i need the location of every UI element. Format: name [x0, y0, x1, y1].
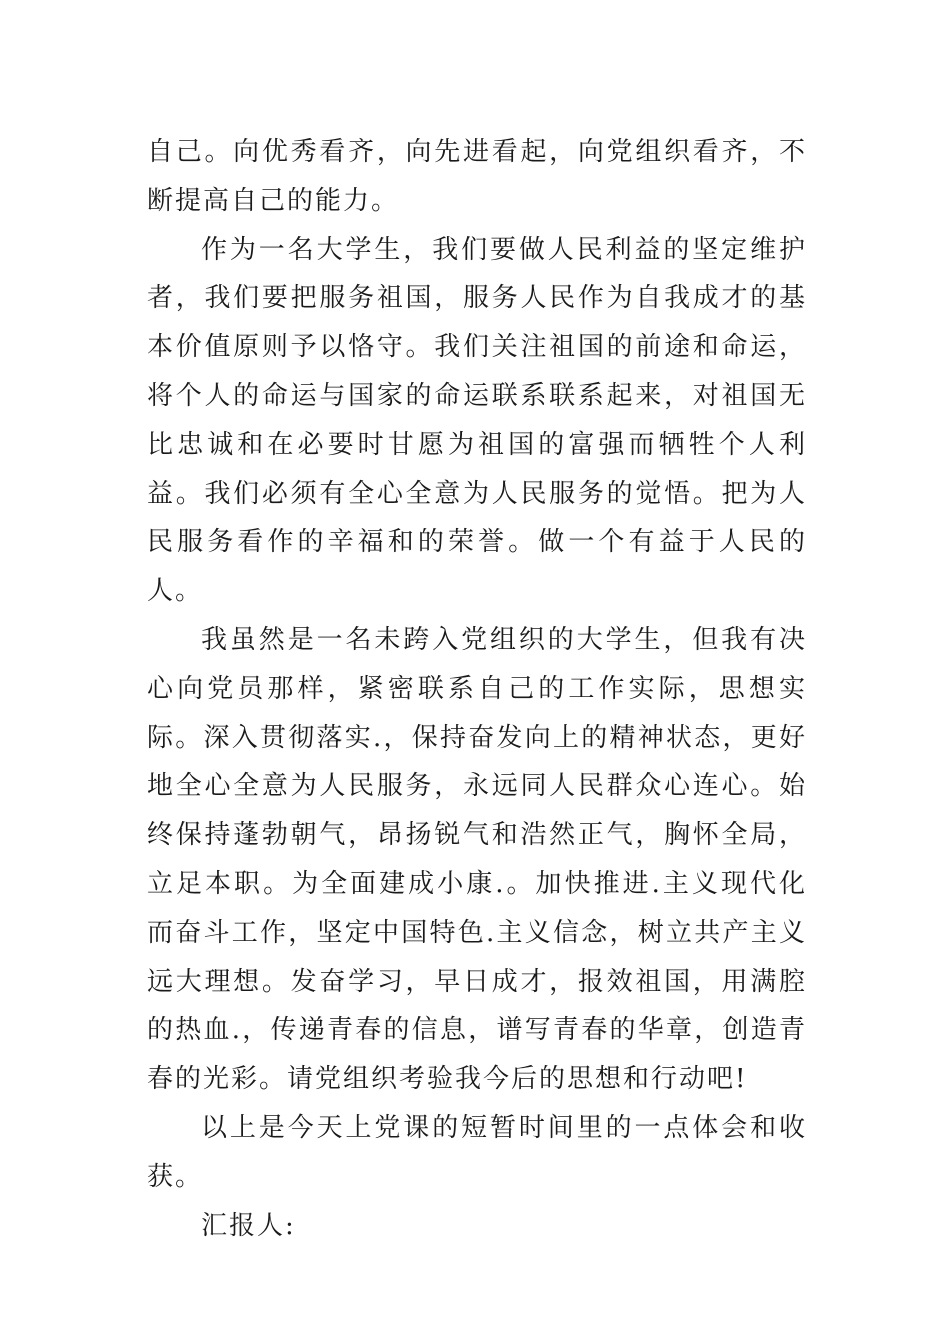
document-body — [147, 128, 807, 1250]
paragraph-3: 我虽然是一名未跨入党组织的大学生，但我有决心向党员那样，紧密联系自己的工作实际，思想实际。深入贯彻落实.，保持奋发向上的精神状态，更好地全心全意为人民服务，永远同人民群众心连心。始终保持蓬勃朝气，昂扬锐气和浩然正气，胸怀全局，立足本职。为全面建成小康.。加快推进.主义现代化而奋斗工作，坚定中国特色.主义信念，树立共产主义远大理想。发奋学习，早日成才，报效祖国，用满腔的热血.，传递青春的信息，谱写青春的华章，创造青春的光彩。请党组织考验我今后的思想和行动吧! — [147, 624, 807, 1095]
paragraph-2: 作为一名大学生，我们要做人民利益的坚定维护者，我们要把服务祖国，服务人民作为自我成才的基本价值原则予以恪守。我们关注祖国的前途和命运，将个人的命运与国家的命运联系联系起来，对祖国无比忠诚和在必要时甘愿为祖国的富强而牺牲个人利益。我们必须有全心全意为人民服务的觉悟。把为人民服务看作的辛福和的荣誉。做一个有益于人民的人。 — [147, 234, 807, 607]
reporter-label: 汇报人: — [201, 1210, 296, 1241]
paragraph-1: 自己。向优秀看齐，向先进看起，向党组织看齐，不断提高自己的能力。 — [147, 137, 807, 216]
paragraph-4: 以上是今天上党课的短暂时间里的一点体会和收获。 — [147, 1112, 807, 1192]
